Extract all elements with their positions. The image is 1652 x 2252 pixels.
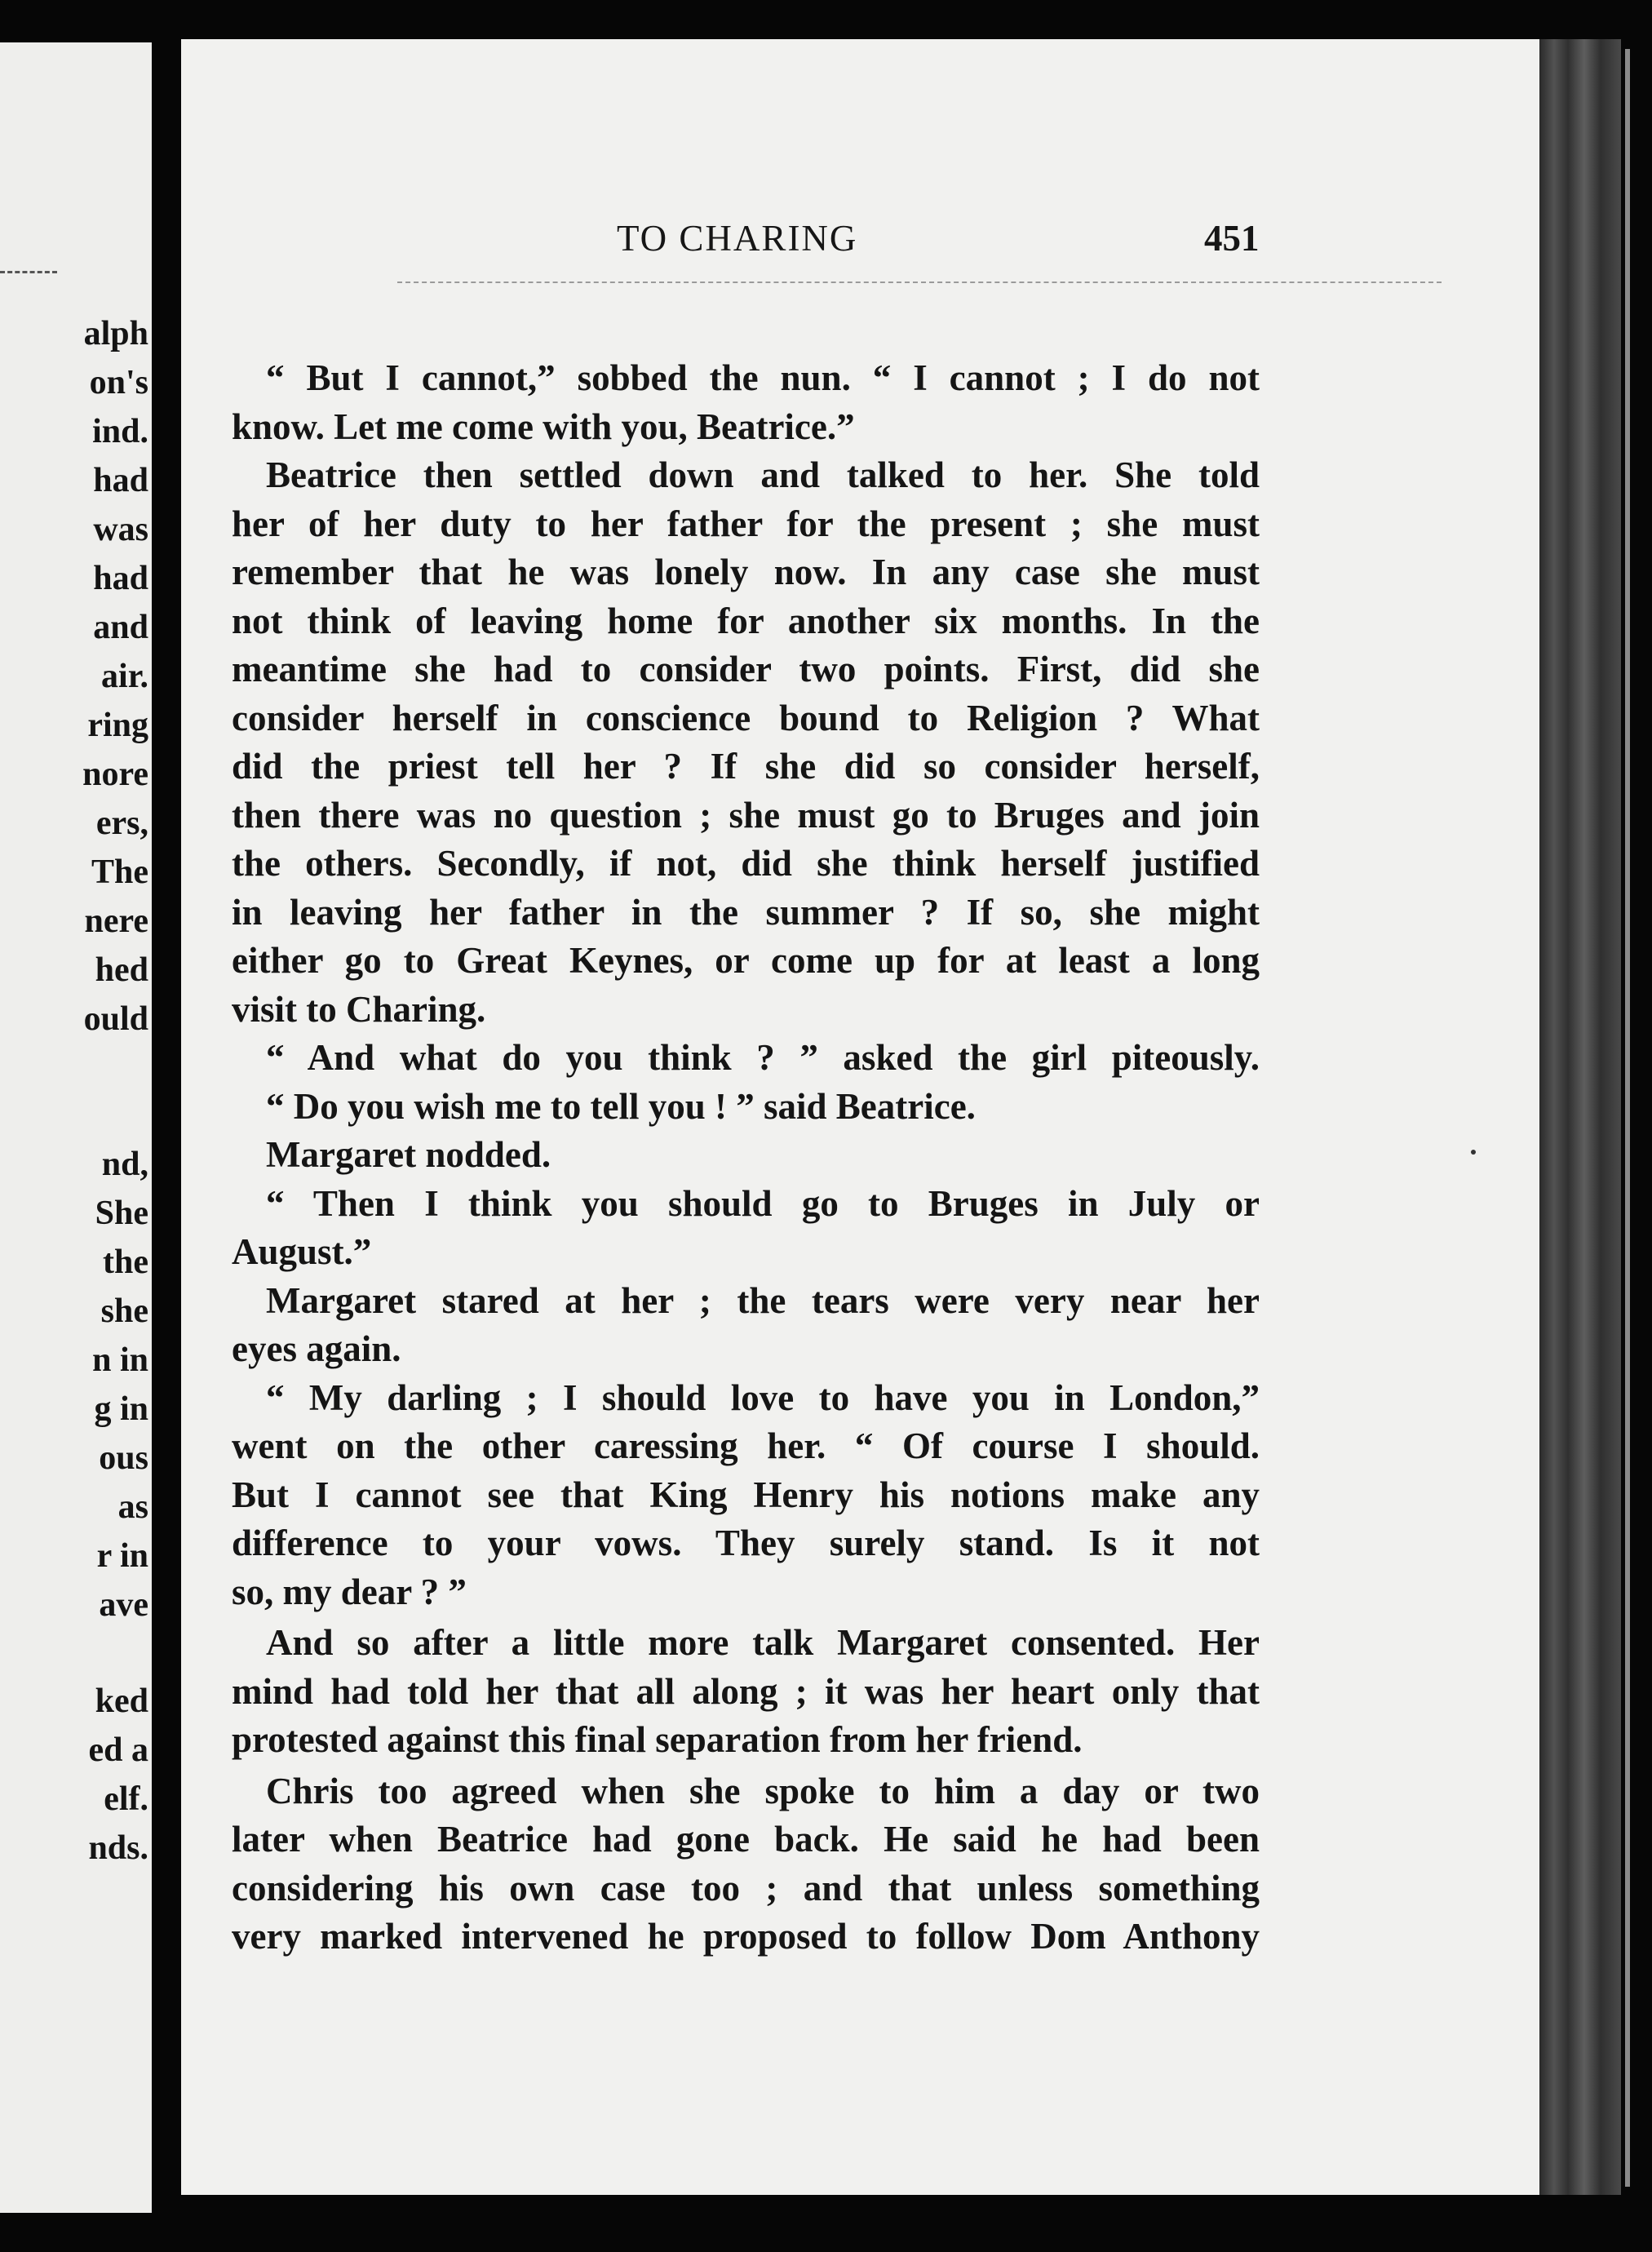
text-line: did the priest tell her ? If she did so consider herself, bbox=[232, 746, 1260, 787]
text-line: either go to Great Keynes, or come up for at least a long bbox=[232, 940, 1260, 981]
dust-speck bbox=[1471, 1150, 1476, 1155]
text-line: remember that he was lonely now. In any case she must bbox=[232, 552, 1260, 592]
left-line-fragment: elf. bbox=[104, 1780, 148, 1818]
page-number: 451 bbox=[1204, 218, 1260, 259]
left-line-fragment: ers, bbox=[95, 805, 148, 842]
left-line-fragment: ring bbox=[87, 707, 148, 744]
text-line: difference to your vows. They surely stand. Is it not bbox=[232, 1523, 1260, 1563]
left-line-fragment: ave bbox=[99, 1586, 148, 1624]
left-line-fragment: n in bbox=[92, 1341, 148, 1379]
left-line-fragment: ould bbox=[83, 1000, 148, 1038]
text-line: “ My darling ; I should love to have you in London,” bbox=[266, 1376, 1260, 1418]
left-line-fragment: the bbox=[103, 1243, 148, 1281]
left-line-fragment: was bbox=[93, 511, 148, 548]
left-line-fragment: nore bbox=[82, 756, 148, 793]
text-line: consider herself in conscience bound to Religion ? What bbox=[232, 697, 1260, 738]
left-facing-page bbox=[0, 42, 152, 2213]
left-line-fragment: r in bbox=[96, 1537, 148, 1575]
left-line-fragment: nere bbox=[84, 902, 148, 940]
left-line-fragment: alph bbox=[83, 315, 148, 352]
left-line-fragment: air. bbox=[101, 658, 148, 695]
left-header-rule bbox=[0, 271, 57, 273]
left-line-fragment: had bbox=[93, 462, 148, 499]
left-line-fragment: nd, bbox=[101, 1146, 148, 1183]
left-line-fragment: ked bbox=[95, 1682, 148, 1720]
running-title: TO CHARING bbox=[617, 218, 858, 259]
text-line: “ Do you wish me to tell you ! ” said Beatrice. bbox=[266, 1085, 976, 1127]
text-line: Beatrice then settled down and talked to her. She told bbox=[266, 454, 1260, 495]
left-line-fragment: on's bbox=[89, 364, 148, 401]
book-edge bbox=[1539, 39, 1621, 2195]
text-line: Chris too agreed when she spoke to him a day or two bbox=[266, 1770, 1260, 1811]
running-header bbox=[181, 217, 1539, 266]
text-line: considering his own case too ; and that unless something bbox=[232, 1867, 1260, 1908]
left-line-fragment: ind. bbox=[92, 413, 148, 450]
book-edge-highlight bbox=[1625, 49, 1630, 2187]
text-line: “ Then I think you should go to Bruges in July or bbox=[266, 1182, 1260, 1224]
left-line-fragment: g in bbox=[94, 1390, 148, 1428]
text-line: Margaret nodded. bbox=[266, 1134, 551, 1175]
text-line: eyes again. bbox=[232, 1328, 401, 1369]
text-line: know. Let me come with you, Beatrice.” bbox=[232, 406, 855, 447]
text-line: later when Beatrice had gone back. He said he had been bbox=[232, 1819, 1260, 1860]
text-line: very marked intervened he proposed to follow Dom Anthony bbox=[232, 1916, 1260, 1957]
text-line: went on the other caressing her. “ Of course I should. bbox=[232, 1425, 1260, 1466]
left-line-fragment: as bbox=[117, 1488, 148, 1526]
text-line: visit to Charing. bbox=[232, 988, 486, 1030]
body-text bbox=[232, 354, 1260, 1962]
left-line-fragment: ous bbox=[99, 1439, 148, 1477]
left-line-fragment: She bbox=[95, 1195, 148, 1232]
text-line: August.” bbox=[232, 1231, 372, 1272]
text-line: in leaving her father in the summer ? If so, she might bbox=[232, 891, 1260, 933]
text-line: the others. Secondly, if not, did she think herself justified bbox=[232, 843, 1260, 884]
left-line-fragment: had bbox=[93, 560, 148, 597]
left-line-fragment: hed bbox=[95, 951, 148, 989]
text-line: then there was no question ; she must go to Bruges and join bbox=[232, 794, 1260, 836]
text-line: mind had told her that all along ; it was her heart only that bbox=[232, 1670, 1260, 1712]
text-line: “ And what do you think ? ” asked the girl piteously. bbox=[266, 1037, 1260, 1078]
text-line: But I cannot see that King Henry his notions make any bbox=[232, 1474, 1260, 1515]
text-line: And so after a little more talk Margaret consented. Her bbox=[266, 1622, 1260, 1663]
left-line-fragment: The bbox=[91, 853, 148, 891]
left-line-fragment: she bbox=[100, 1292, 148, 1330]
text-line: her of her duty to her father for the present ; she must bbox=[232, 503, 1260, 544]
text-line: “ But I cannot,” sobbed the nun. “ I cannot ; I do not bbox=[266, 357, 1260, 398]
text-line: meantime she had to consider two points. First, did she bbox=[232, 649, 1260, 689]
left-line-fragment: and bbox=[93, 609, 148, 646]
book-page bbox=[181, 39, 1539, 2195]
left-line-fragment: nds. bbox=[88, 1829, 148, 1867]
header-rule bbox=[397, 282, 1442, 283]
text-line: protested against this final separation from her friend. bbox=[232, 1719, 1083, 1760]
text-line: so, my dear ? ” bbox=[232, 1571, 467, 1612]
text-line: Margaret stared at her ; the tears were very near her bbox=[266, 1279, 1260, 1321]
left-line-fragment: ed a bbox=[88, 1731, 148, 1769]
text-line: not think of leaving home for another six months. In the bbox=[232, 600, 1260, 641]
